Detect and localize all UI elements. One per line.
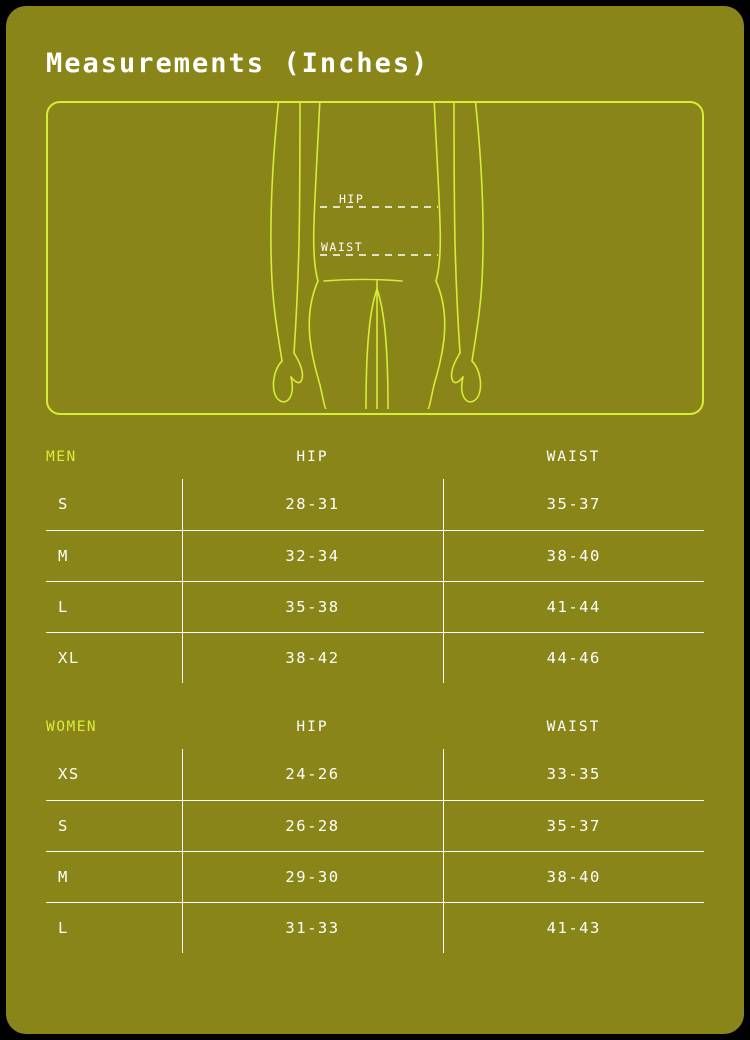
women-waist-xs: 33-35 — [443, 749, 704, 800]
table-row — [46, 479, 704, 530]
men-size-m: M — [46, 530, 182, 581]
women-size-s: S — [46, 800, 182, 851]
men-column-hip: HIP — [296, 449, 329, 465]
women-column-hip: HIP — [296, 719, 329, 735]
table-row — [46, 902, 704, 953]
women-size-xs: XS — [46, 749, 182, 800]
body-diagram-panel — [46, 101, 704, 415]
table-row — [46, 851, 704, 902]
men-hip-s: 28-31 — [182, 479, 443, 530]
men-column-waist: WAIST — [546, 449, 601, 465]
men-waist-s: 35-37 — [443, 479, 704, 530]
women-column-waist: WAIST — [546, 719, 601, 735]
women-hip-s: 26-28 — [182, 800, 443, 851]
women-table-header — [46, 705, 704, 749]
women-hip-l: 31-33 — [182, 902, 443, 953]
men-size-table — [46, 479, 704, 683]
women-waist-s: 35-37 — [443, 800, 704, 851]
table-row — [46, 749, 704, 800]
hip-label: HIP — [339, 192, 365, 206]
men-size-xl: XL — [46, 632, 182, 683]
men-size-l: L — [46, 581, 182, 632]
page-title: Measurements (Inches) — [46, 48, 430, 79]
table-row — [46, 530, 704, 581]
table-row — [46, 632, 704, 683]
size-chart-card — [6, 6, 744, 1034]
table-row — [46, 581, 704, 632]
table-row — [46, 800, 704, 851]
table-spacer — [46, 683, 704, 705]
men-waist-xl: 44-46 — [443, 632, 704, 683]
women-hip-xs: 24-26 — [182, 749, 443, 800]
men-hip-m: 32-34 — [182, 530, 443, 581]
women-size-m: M — [46, 851, 182, 902]
waist-label: WAIST — [321, 240, 364, 254]
women-size-table — [46, 749, 704, 953]
card-content — [6, 6, 744, 953]
women-waist-l: 41-43 — [443, 902, 704, 953]
men-waist-m: 38-40 — [443, 530, 704, 581]
men-category-label: MEN — [46, 449, 77, 465]
men-hip-xl: 38-42 — [182, 632, 443, 683]
men-hip-l: 35-38 — [182, 581, 443, 632]
women-size-l: L — [46, 902, 182, 953]
men-table-header — [46, 435, 704, 479]
women-waist-m: 38-40 — [443, 851, 704, 902]
men-waist-l: 41-44 — [443, 581, 704, 632]
women-hip-m: 29-30 — [182, 851, 443, 902]
body-figure-illustration — [48, 103, 704, 409]
men-size-s: S — [46, 479, 182, 530]
women-category-label: WOMEN — [46, 719, 98, 735]
